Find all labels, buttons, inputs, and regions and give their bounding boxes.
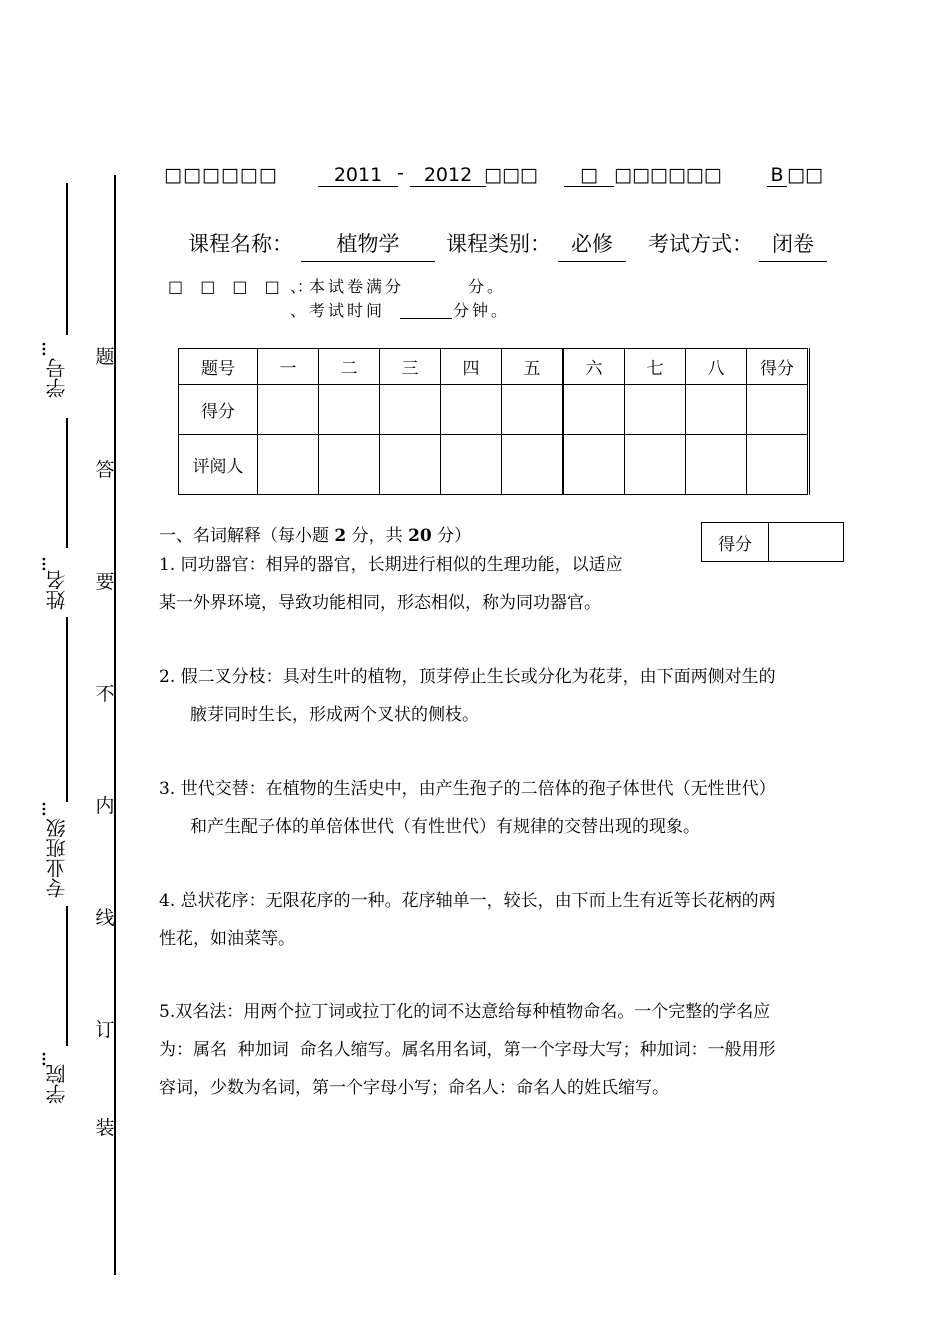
score-cell bbox=[747, 435, 809, 495]
score-cell bbox=[441, 435, 502, 495]
colon-mark: … bbox=[38, 801, 57, 817]
item-line: 容词，少数为名词，第一个字母小写；命名人：命名人的姓氏缩写。 bbox=[159, 1078, 669, 1098]
notes-line1-pre: 、本试卷满分 bbox=[290, 277, 405, 296]
score-cell bbox=[686, 435, 747, 495]
year-dash: - bbox=[397, 162, 404, 184]
list-item bbox=[159, 770, 859, 846]
score-table bbox=[178, 348, 810, 495]
score-cell bbox=[441, 385, 502, 435]
year-end: 2012 bbox=[410, 164, 486, 187]
score-box-label: 得分 bbox=[702, 523, 769, 562]
warning-char: 题 bbox=[95, 346, 115, 368]
warning-char: 要 bbox=[95, 571, 115, 593]
score-cell bbox=[625, 385, 686, 435]
notes-line2-pre: 、考试时间 bbox=[290, 301, 386, 320]
row-label: 评阅人 bbox=[179, 435, 258, 495]
warning-char: 订 bbox=[95, 1019, 115, 1041]
class-label: 专业班级 bbox=[45, 818, 69, 898]
table-header-cell: 七 bbox=[625, 349, 686, 385]
score-cell bbox=[380, 385, 441, 435]
score-cell bbox=[625, 435, 686, 495]
paper-type: B bbox=[767, 164, 787, 187]
table-header-cell: 一 bbox=[258, 349, 319, 385]
section-title-mid: 分，共 bbox=[346, 526, 409, 546]
score-cell bbox=[563, 435, 625, 495]
list-item bbox=[159, 993, 859, 1107]
score-cell bbox=[258, 435, 319, 495]
total-points: 20 bbox=[408, 526, 432, 546]
margin-line bbox=[66, 617, 68, 802]
term-value: □ bbox=[564, 164, 614, 187]
section-title bbox=[159, 521, 471, 546]
score-cell bbox=[502, 435, 564, 495]
item-line: 5.双名法：用两个拉丁词或拉丁化的词不达意给每种植物命名。一个完整的学名应 bbox=[159, 1002, 771, 1022]
list-item bbox=[159, 882, 859, 958]
per-item-points: 2 bbox=[334, 526, 347, 546]
item-line: 2. 假二叉分枝：具对生叶的植物，顶芽停止生长或分化为花芽，由下面两侧对生的 bbox=[159, 667, 776, 687]
score-cell bbox=[319, 435, 380, 495]
table-row bbox=[179, 435, 809, 495]
item-line: 和产生配子体的单倍体世代（有性世代）有规律的交替出现的现象。 bbox=[190, 817, 700, 837]
item-line: 腋芽同时生长，形成两个叉状的侧枝。 bbox=[190, 705, 479, 725]
table-header-cell: 八 bbox=[686, 349, 747, 385]
list-item bbox=[159, 658, 859, 734]
colon-mark: … bbox=[38, 1051, 57, 1067]
margin-line bbox=[66, 418, 68, 548]
exam-mode-value: 闭卷 bbox=[759, 228, 827, 262]
year-suffix: □□□ bbox=[484, 164, 538, 186]
table-header-cell: 三 bbox=[380, 349, 441, 385]
warning-char: 内 bbox=[95, 795, 115, 817]
score-cell bbox=[686, 385, 747, 435]
header-prefix: □□□□□□ bbox=[164, 164, 278, 186]
table-header-cell: 得分 bbox=[747, 349, 809, 385]
warning-char: 装 bbox=[95, 1117, 115, 1139]
course-type-label: 课程类别： bbox=[446, 232, 551, 256]
score-cell bbox=[380, 435, 441, 495]
score-cell bbox=[258, 385, 319, 435]
notes-line2-post: 分钟。 bbox=[453, 301, 511, 320]
score-cell bbox=[502, 385, 564, 435]
table-header-cell: 五 bbox=[502, 349, 564, 385]
warning-char: 答 bbox=[95, 459, 115, 481]
margin-line bbox=[66, 906, 68, 1046]
term-suffix: □□□□□□ bbox=[614, 164, 722, 186]
student-id-label: 学号 bbox=[45, 358, 69, 398]
score-cell bbox=[563, 385, 625, 435]
colon-mark: … bbox=[38, 341, 57, 357]
table-header-row bbox=[179, 349, 809, 385]
binding-line bbox=[114, 175, 116, 1275]
table-header-cell: 题号 bbox=[179, 349, 258, 385]
item-line: 性花，如油菜等。 bbox=[159, 929, 295, 949]
section-title-pre: 一、名词解释（每小题 bbox=[159, 526, 335, 546]
notes-line1-post: 分。 bbox=[468, 277, 507, 296]
name-label: 姓名 bbox=[45, 570, 69, 610]
row-label: 得分 bbox=[179, 385, 258, 435]
item-line: 某一外界环境，导致功能相同，形态相似，称为同功器官。 bbox=[159, 593, 601, 613]
course-name-value: 植物学 bbox=[301, 228, 435, 262]
table-header-cell: 四 bbox=[441, 349, 502, 385]
item-line: 3. 世代交替：在植物的生活史中，由产生孢子的二倍体的孢子体世代（无性世代） bbox=[159, 779, 776, 799]
exam-mode-label: 考试方式： bbox=[648, 232, 753, 256]
margin-line bbox=[66, 183, 68, 335]
item-line: 为：属名 种加词 命名人缩写。属名用名词，第一个字母大写；种加词：一般用形 bbox=[159, 1040, 776, 1060]
table-header-cell: 二 bbox=[319, 349, 380, 385]
college-label: 学院 bbox=[45, 1064, 69, 1104]
warning-char: 线 bbox=[95, 907, 115, 929]
list-item bbox=[159, 546, 859, 622]
course-name-label: 课程名称： bbox=[188, 232, 293, 256]
paper-suffix: □□ bbox=[787, 164, 823, 186]
section-title-post: 分） bbox=[431, 526, 472, 546]
item-line: 1. 同功器官：相异的器官，长期进行相似的生理功能，以适应 bbox=[159, 555, 623, 575]
table-header-cell: 六 bbox=[563, 349, 625, 385]
course-type-value: 必修 bbox=[558, 228, 626, 262]
score-cell bbox=[747, 385, 809, 435]
item-line: 4. 总状花序：无限花序的一种。花序轴单一，较长，由下而上生有近等长花柄的两 bbox=[159, 891, 776, 911]
exam-time-blank bbox=[400, 298, 452, 319]
score-cell bbox=[319, 385, 380, 435]
table-row bbox=[179, 385, 809, 435]
year-start: 2011 bbox=[318, 164, 398, 187]
warning-char: 不 bbox=[95, 683, 115, 705]
colon-mark: … bbox=[38, 556, 57, 572]
notes-label: □ □ □ □ ： bbox=[168, 277, 319, 296]
